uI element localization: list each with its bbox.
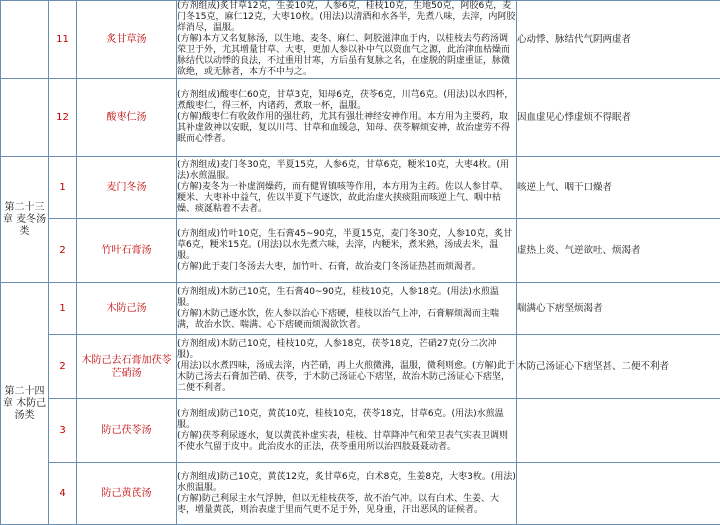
chapter-label: 第二十四章 木防己汤类: [1, 283, 49, 525]
formula-name: 酸枣仁汤: [77, 79, 177, 157]
formula-name: 炙甘草汤: [77, 1, 177, 79]
explanation-text: (方解)酸枣仁有收敛作用的强壮药，尤其有强壮神经安神作用。本方用为主要药，取其补虚敛神以安眠，复以川芎、甘草和血缓急，知母、茯苓解烦安神，故治虚劳不得眠而心悸者。: [177, 112, 511, 144]
formula-name: 木防己汤: [77, 283, 177, 335]
table-row: [1, 79, 720, 157]
table-row: [1, 283, 720, 335]
table-row: [1, 335, 720, 399]
table-row: [1, 463, 720, 525]
explanation-text: (方解)此于麦门冬汤去大枣，加竹叶、石膏，故治麦门冬汤证热甚而烦渴者。: [177, 261, 482, 272]
formula-name: 木防己去石膏加茯苓芒硝汤: [77, 335, 177, 399]
composition-text: (方剂组成)酸枣仁60克，甘草3克，知母6克，茯苓6克，川芎6克。(用法)以水四杯，煮酸枣仁，得三杯，内诸药，煮取一杯，温服。: [177, 90, 514, 111]
chapter-cell-empty: [1, 79, 49, 157]
indication-text: 因血虚见心悸虚烦不得眠者: [517, 79, 720, 157]
row-number: 12: [49, 79, 77, 157]
table-row: [1, 157, 720, 219]
composition-text: (方剂组成)木防己10克，桂枝10克，人参18克，茯苓18克，芒硝27克(分二次冲服)。: [177, 339, 497, 360]
explanation-text: (方解)麦冬为一补虚润燥药，而有健胃镇咳等作用，本方用为主药。佐以人参甘草、粳米、大枣补中益气，佐以半夏下气逐饮，故此治虚火挟痰阻而咳逆上气、咽中枯燥、痰涎粘着不去者。: [177, 182, 509, 214]
composition-text: (方剂组成)炙甘草12克，生姜10克，人参6克，桂枝10克，生地50克，阿胶6克，麦门冬15克，麻仁12克，大枣10枚。(用法)以清酒和水各半，先煮八味，去滓，内阿胶烊消尽，温服。: [177, 1, 516, 33]
indication-text: 木防己汤证心下痞坚甚、二便不利者: [517, 335, 720, 399]
chapter-cell-empty: [1, 1, 49, 79]
explanation-text: (方解)木防己逐水饮，佐人参以治心下痞硬，桂枝以治气上冲，石膏解烦渴而主喘满，故治水饮、喘满、心下痞硬而烦渴欲饮者。: [177, 308, 500, 330]
explanation-text: (方解)本方又名复脉汤，以生地、麦冬、麻仁、阿胶滋津血于内，以桂枝去芍药汤调荣卫于外，尤其增量甘草、大枣，更加人参以补中气以资血气之源，此治津血枯燥而脉结代以动悸的良法，不过重用甘寒，方后虽有复脉之名，在虚脱的阴虚重证，脉微欲绝，或无脉者，本方不中与之。: [177, 34, 511, 77]
formula-name: 竹叶石膏汤: [77, 219, 177, 283]
row-number: 1: [49, 157, 77, 219]
table-row: [1, 219, 720, 283]
formula-description: [177, 463, 517, 525]
formula-description: [177, 219, 517, 283]
composition-text: (方剂组成)竹叶10克，生石膏45~90克，半夏15克，麦门冬30克，人参10克，炙甘草6克，粳米15克。(用法)以水先煮六味，去滓，内粳米，煮米熟，汤成去米，温服。: [177, 228, 513, 261]
composition-text: (方剂组成)麦门冬30克，半夏15克，人参6克，甘草6克，粳米10克，大枣4枚。(用法)水煎温服。: [177, 160, 510, 181]
indication-text: [517, 463, 720, 525]
explanation-text: (用法)以水煮四味，汤成去滓，内芒硝，再上火煎微沸，温服，微利则愈。(方解)此于木防己汤去石膏加芒硝、茯苓，于木防己汤证心下痞坚，故治木防己汤证心下痞坚，二便不利者。: [177, 361, 516, 393]
formula-description: [177, 283, 517, 335]
indication-text: 喘满心下痞坚烦渴者: [517, 283, 720, 335]
row-number: 4: [49, 463, 77, 525]
formula-description: [177, 335, 517, 399]
formula-description: [177, 1, 517, 79]
formula-name: 防己黄芪汤: [77, 463, 177, 525]
formula-description: [177, 399, 517, 463]
composition-text: (方剂组成)防己10克，黄芪10克，桂枝10克，茯苓18克，甘草6克。(用法)水煎温服。: [177, 408, 504, 430]
formula-name: 麦门冬汤: [77, 157, 177, 219]
indication-text: 心动悸、脉结代气阴两虚者: [517, 1, 720, 79]
table-row: [1, 1, 720, 79]
formula-name: 防己茯苓汤: [77, 399, 177, 463]
composition-text: (方剂组成)防己10克，黄芪12克，炙甘草6克，白术8克，生姜8克，大枣3枚。(用法)水煎温服。: [177, 471, 516, 493]
row-number: 3: [49, 399, 77, 463]
row-number: 2: [49, 219, 77, 283]
row-number: 11: [49, 1, 77, 79]
explanation-text: (方解)防己利尿主水气浮肿，但以无桂枝茯苓，故不治气冲。以有白术、生姜、大枣，增量黄芪，则治表虚于里而气更不足于外，见身重，汗出恶风的证候者。: [177, 493, 500, 515]
row-number: 2: [49, 335, 77, 399]
indication-text: 虚热上炎、气逆欲吐、烦渴者: [517, 219, 720, 283]
chapter-label: 第二十三章 麦冬汤类: [1, 157, 49, 283]
table-row: [1, 399, 720, 463]
composition-text: (方剂组成)木防己10克，生石膏40~90克，桂枝10克，人参18克。(用法)水煎温服。: [177, 286, 499, 308]
formula-description: [177, 157, 517, 219]
formula-description: [177, 79, 517, 157]
indication-text: 咳逆上气、咽干口燥者: [517, 157, 720, 219]
indication-text: [517, 399, 720, 463]
explanation-text: (方解)茯苓利尿逐水，复以黄芪补虚实表，桂枝、甘草降冲气和荣卫表气实表卫调则不使水气留于皮中。此治皮水的正法，茯苓重用所以治四肢聂聂动者。: [177, 430, 509, 452]
row-number: 1: [49, 283, 77, 335]
